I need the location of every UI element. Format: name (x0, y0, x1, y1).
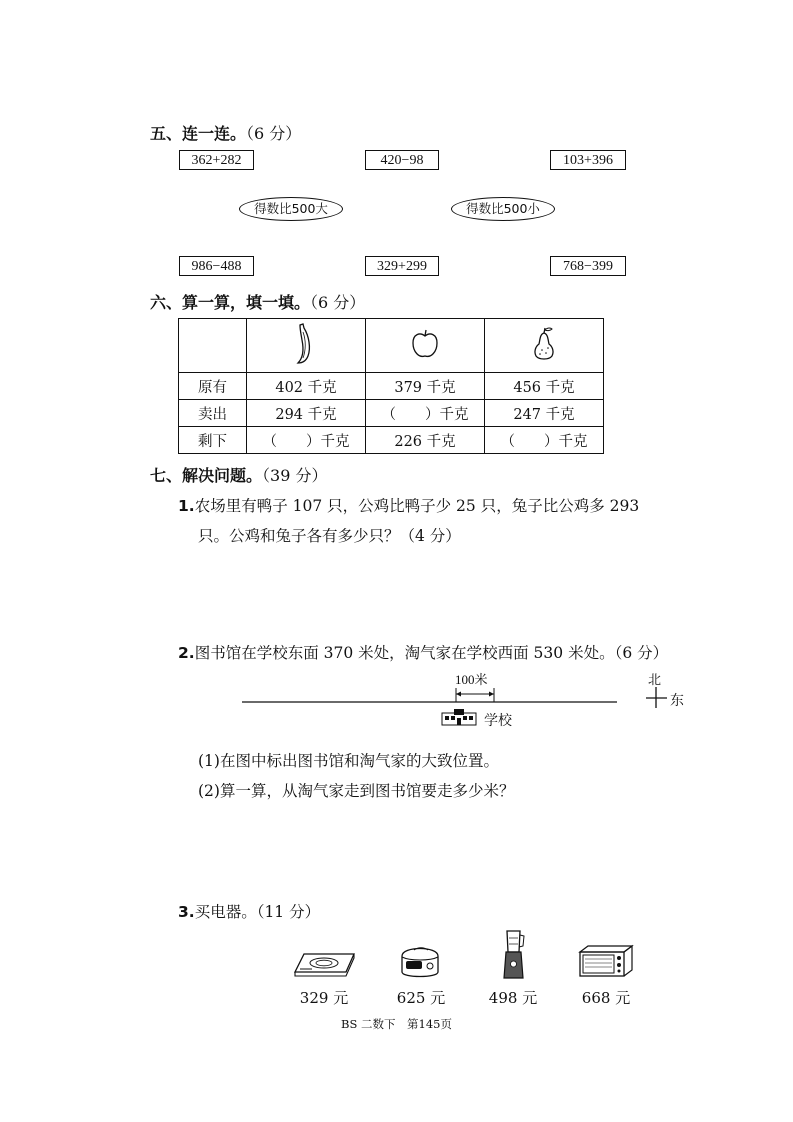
expr-box-top-3: 103+396 (550, 150, 626, 170)
table-header-row (179, 319, 604, 373)
row-label: 剩下 (179, 427, 247, 454)
oval-less-than-500: 得数比500小 (451, 197, 555, 221)
fruit-table (178, 318, 604, 454)
table-row (179, 400, 604, 427)
table-cell: （ ）千克 (247, 427, 366, 454)
table-cell: （ ）千克 (366, 400, 485, 427)
table-cell: 226 千克 (366, 427, 485, 454)
school-label: 学校 (484, 713, 512, 729)
price-induction-cooker: 329 元 (299, 989, 349, 1007)
row-label: 卖出 (179, 400, 247, 427)
page-footer: BS 二数下 第145页 (341, 1017, 452, 1031)
question-2-sub-2: (2)算一算，从淘气家走到图书馆要走多少米？ (198, 782, 515, 800)
section5-title: 五、连一连。（6 分） (150, 124, 302, 143)
question-2-sub-1: (1)在图中标出图书馆和淘气家的大致位置。 (198, 752, 499, 770)
table-row (179, 427, 604, 454)
table-corner-cell (179, 319, 247, 373)
oval-greater-than-500: 得数比500大 (239, 197, 343, 221)
expr-box-bottom-2: 329+299 (365, 256, 439, 276)
table-cell: 402 千克 (247, 373, 366, 400)
question-3: 3.买电器。（11 分） (178, 903, 321, 921)
compass-icon (644, 686, 668, 710)
table-cell: （ ）千克 (485, 427, 604, 454)
apple-icon (410, 327, 440, 361)
microwave-oven-icon (578, 944, 634, 980)
pear-icon (530, 326, 558, 362)
induction-cooker-icon (292, 950, 358, 980)
question-2: 2.图书馆在学校东面 370 米处，淘气家在学校西面 530 米处。（6 分） (178, 644, 669, 662)
row-label: 原有 (179, 373, 247, 400)
section6-title: 六、算一算，填一填。（6 分） (150, 293, 366, 312)
expr-box-bottom-1: 986−488 (179, 256, 254, 276)
school-building-icon (440, 707, 478, 727)
table-cell: 456 千克 (485, 373, 604, 400)
compass-north-label: 北 (648, 673, 662, 688)
table-cell: 294 千克 (247, 400, 366, 427)
rice-cooker-icon (398, 942, 442, 980)
number-line (240, 680, 620, 710)
apple-cell (366, 319, 485, 373)
banana-cell (247, 319, 366, 373)
question-1-line-2: 只。公鸡和兔子各有多少只？（4 分） (198, 527, 461, 545)
expr-box-bottom-3: 768−399 (550, 256, 626, 276)
question-1: 1.农场里有鸭子 107 只，公鸡比鸭子少 25 只，兔子比公鸡多 293 (178, 497, 640, 515)
expr-box-top-1: 362+282 (179, 150, 254, 170)
table-cell: 379 千克 (366, 373, 485, 400)
price-rice-cooker: 625 元 (396, 989, 446, 1007)
blender-icon (500, 928, 526, 982)
expr-box-top-2: 420−98 (365, 150, 439, 170)
table-row (179, 373, 604, 400)
price-blender: 498 元 (488, 989, 538, 1007)
scale-label: 100米 (455, 672, 488, 687)
banana-icon (294, 322, 318, 366)
table-cell: 247 千克 (485, 400, 604, 427)
section7-title: 七、解决问题。（39 分） (150, 466, 328, 485)
price-microwave-oven: 668 元 (581, 989, 631, 1007)
pear-cell (485, 319, 604, 373)
compass-east-label: 东 (670, 693, 684, 709)
